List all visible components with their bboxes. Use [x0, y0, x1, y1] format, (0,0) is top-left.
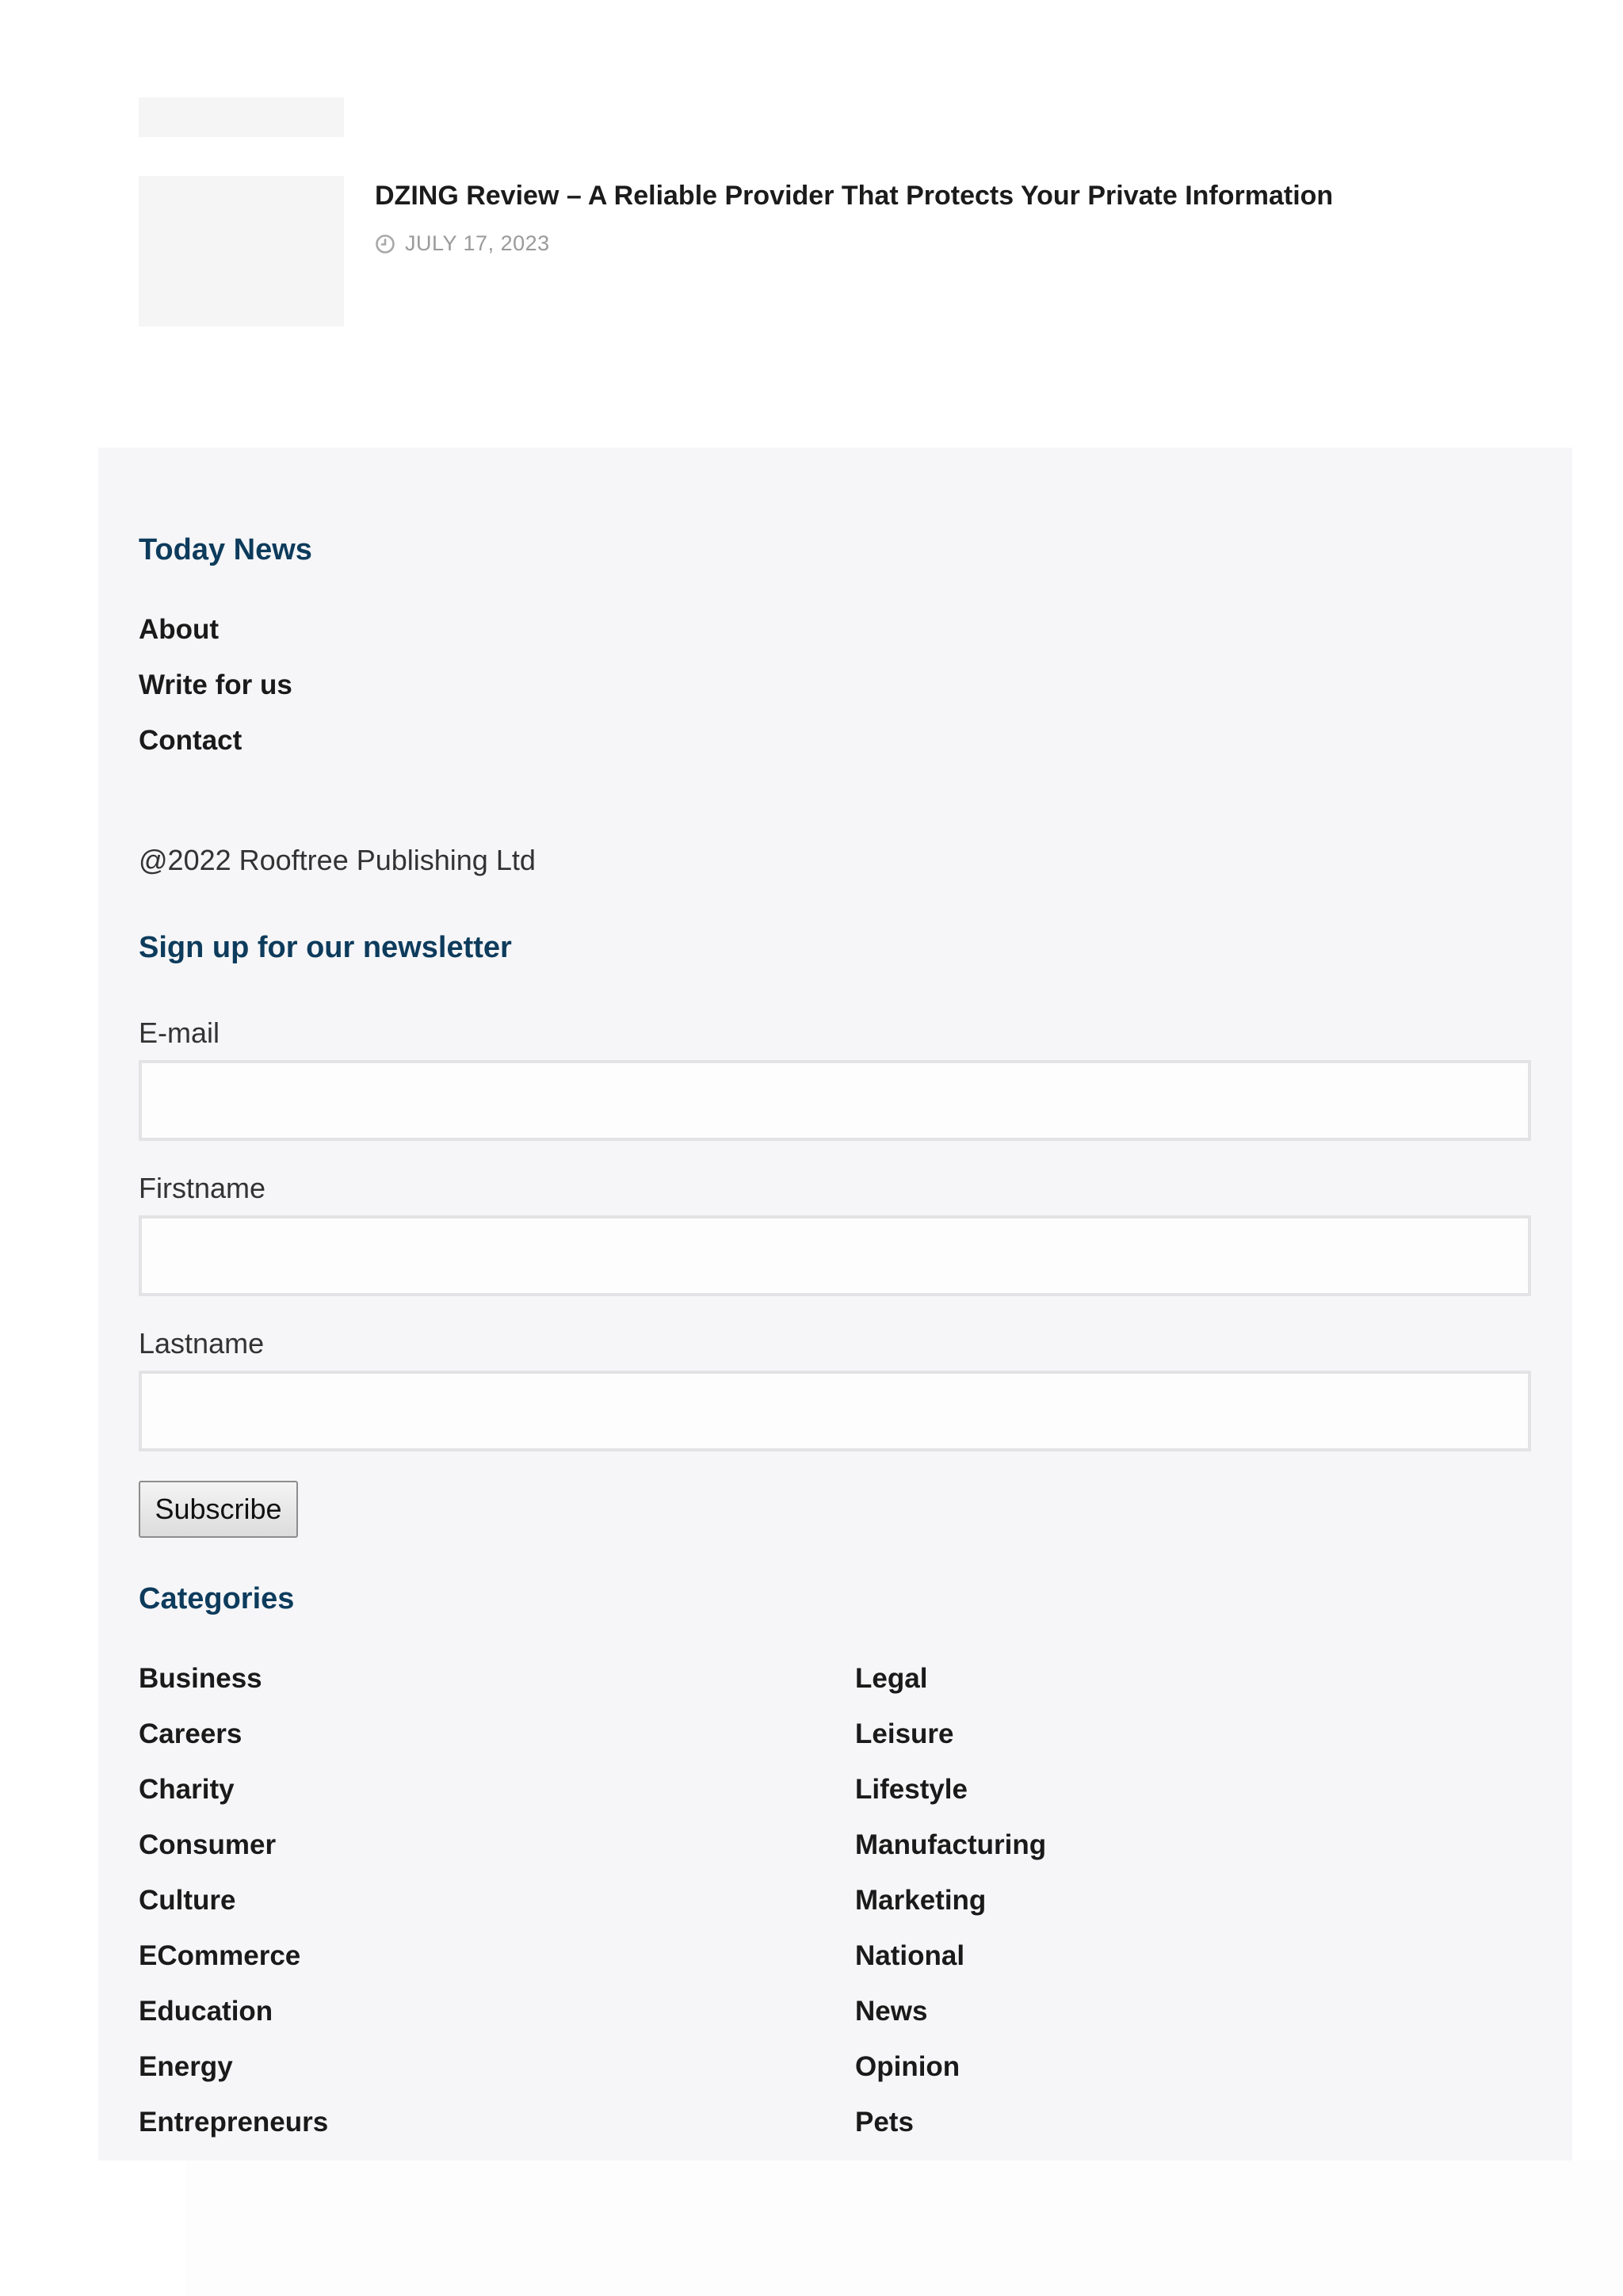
category-link-careers[interactable]: Careers: [139, 1718, 242, 1749]
subscribe-button[interactable]: Subscribe: [139, 1481, 298, 1538]
category-link-energy[interactable]: Energy: [139, 2051, 233, 2082]
email-label: E-mail: [139, 1016, 220, 1049]
category-link-news[interactable]: News: [855, 1996, 928, 2027]
category-link-education[interactable]: Education: [139, 1996, 273, 2027]
category-link-pets[interactable]: Pets: [855, 2107, 914, 2138]
category-link-charity[interactable]: Charity: [139, 1774, 235, 1805]
category-link-ecommerce[interactable]: ECommerce: [139, 1940, 301, 1971]
category-link-lifestyle[interactable]: Lifestyle: [855, 1774, 968, 1805]
category-link-culture[interactable]: Culture: [139, 1885, 236, 1916]
category-link-business[interactable]: Business: [139, 1663, 262, 1694]
footer-link-contact[interactable]: Contact: [139, 725, 242, 756]
categories-title: Categories: [139, 1582, 295, 1615]
category-link-entrepreneurs[interactable]: Entrepreneurs: [139, 2107, 329, 2138]
firstname-label: Firstname: [139, 1172, 266, 1204]
post-thumbnail[interactable]: [139, 176, 344, 326]
post-thumbnail[interactable]: [139, 97, 344, 137]
lastname-label: Lastname: [139, 1327, 265, 1360]
post-date-text: JULY 17, 2023: [405, 231, 550, 255]
category-link-legal[interactable]: Legal: [855, 1663, 928, 1694]
post-title-link[interactable]: DZING Review – A Reliable Provider That Protects Your Private Information: [375, 181, 1334, 211]
page-bottom-area: [185, 2161, 1623, 2296]
category-link-leisure[interactable]: Leisure: [855, 1718, 954, 1749]
related-post: [139, 176, 1486, 326]
clock-icon: [375, 234, 395, 254]
category-link-national[interactable]: National: [855, 1940, 965, 1971]
firstname-field[interactable]: [139, 1215, 1531, 1296]
footer-link-write-for-us[interactable]: Write for us: [139, 669, 292, 700]
email-field[interactable]: [139, 1060, 1531, 1141]
footer: [98, 448, 1572, 2161]
footer-site-title: Today News: [139, 533, 312, 566]
footer-link-about[interactable]: About: [139, 614, 220, 645]
lastname-field[interactable]: [139, 1371, 1531, 1451]
newsletter-title: Sign up for our newsletter: [139, 931, 512, 964]
category-link-consumer[interactable]: Consumer: [139, 1829, 277, 1860]
category-link-marketing[interactable]: Marketing: [855, 1885, 987, 1916]
category-link-manufacturing[interactable]: Manufacturing: [855, 1829, 1047, 1860]
category-link-opinion[interactable]: Opinion: [855, 2051, 960, 2082]
post-date: [375, 231, 550, 256]
copyright-text: @2022 Rooftree Publishing Ltd: [139, 844, 536, 876]
